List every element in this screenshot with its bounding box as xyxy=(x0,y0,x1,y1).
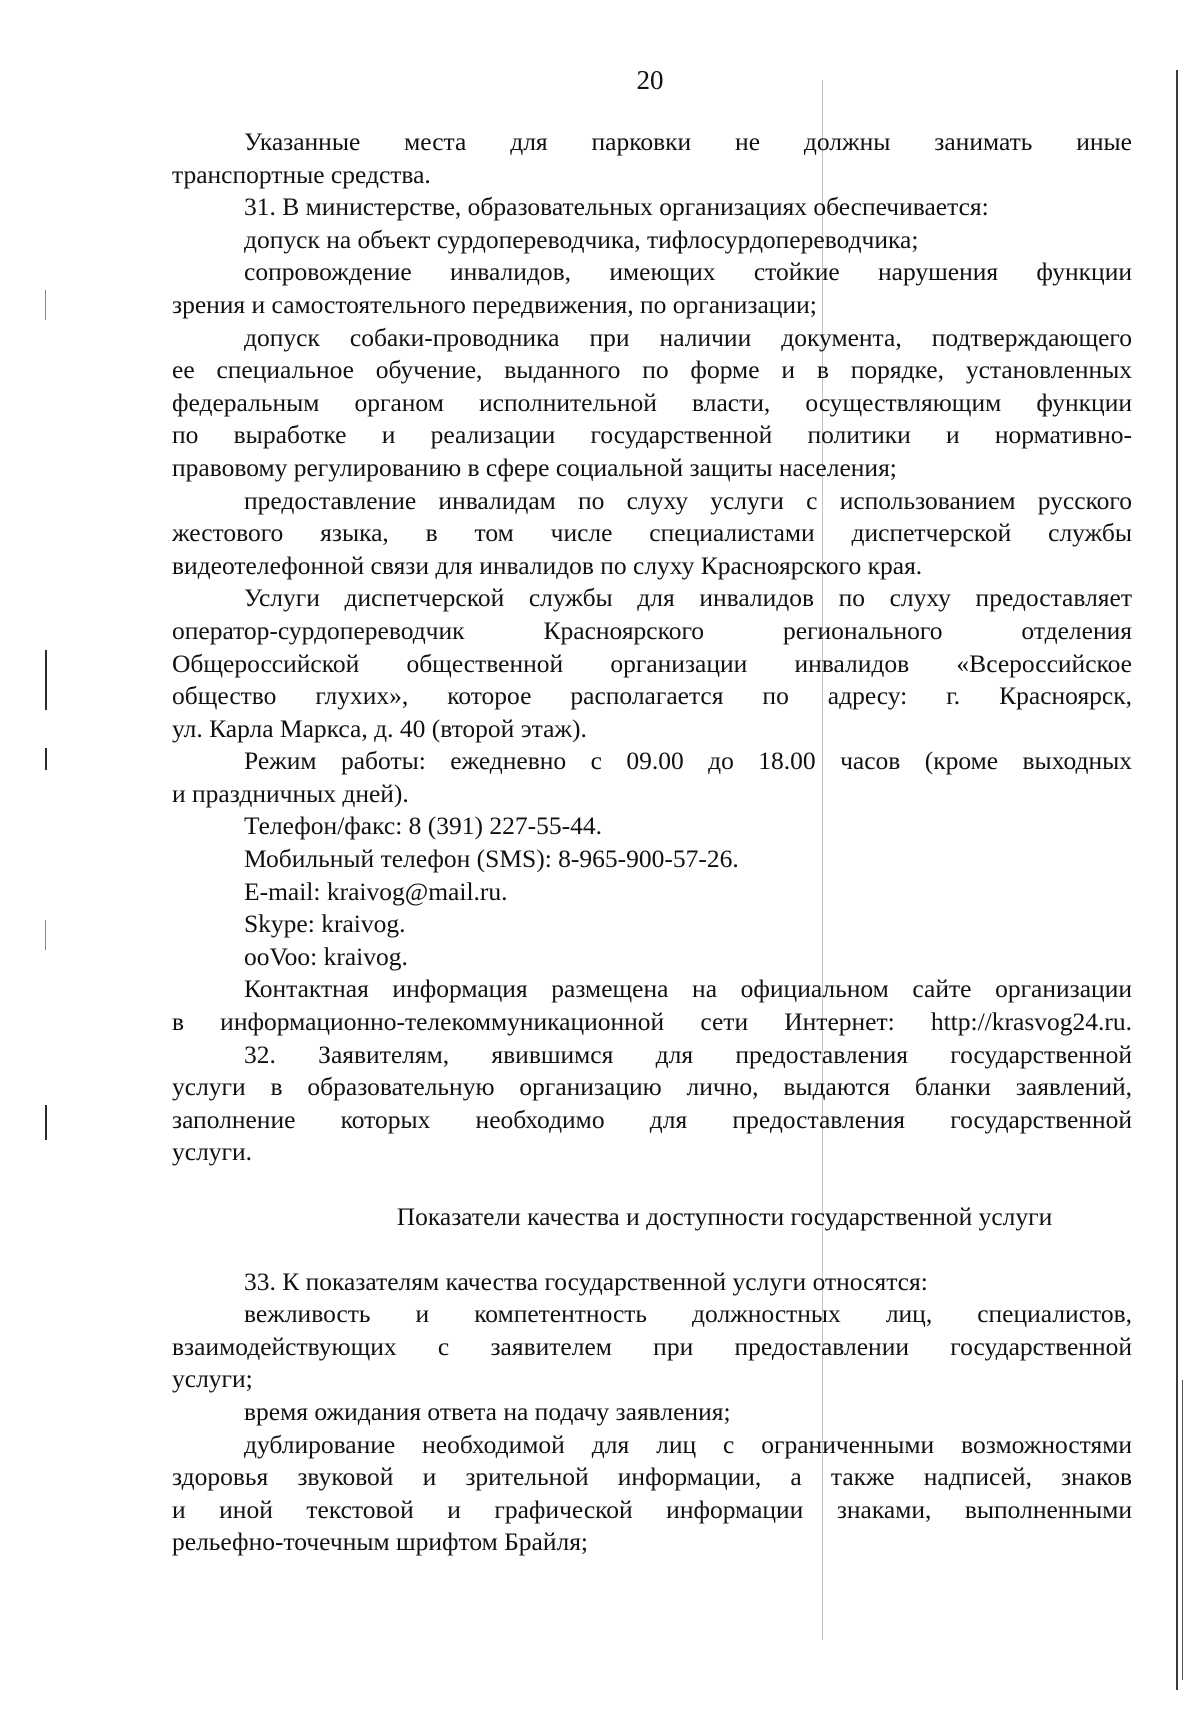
page-number: 20 xyxy=(636,65,664,95)
text-line: по выработке и реализации государственной политики и нормативно- xyxy=(172,420,1132,450)
text-line: E-mail: kraivog@mail.ru. xyxy=(244,876,508,906)
text-line: Мобильный телефон (SMS): 8-965-900-57-26. xyxy=(244,844,739,874)
text-line: вежливость и компетентность должностных лиц, специалистов, xyxy=(244,1299,1132,1329)
scan-left-mark xyxy=(45,290,46,320)
text-line: дублирование необходимой для лиц с ограниченными возможностями xyxy=(244,1429,1132,1459)
text-line: услуги. xyxy=(172,1137,253,1167)
text-line: Общероссийской общественной организации инвалидов «Всероссийское xyxy=(172,648,1132,678)
text-line: Услуги диспетчерской службы для инвалидов по слуху предоставляет xyxy=(244,583,1132,613)
text-line: жестового языка, в том числе специалистами диспетчерской службы xyxy=(172,518,1132,548)
text-line: рельефно-точечным шрифтом Брайля; xyxy=(172,1527,589,1557)
scan-left-mark xyxy=(45,650,47,710)
text-line: видеотелефонной связи для инвалидов по слуху Красноярского края. xyxy=(172,550,923,580)
scan-right-edge-line-2 xyxy=(1182,1380,1183,1680)
text-line: зрения и самостоятельного передвижения, по организации; xyxy=(172,289,817,319)
text-block-2 xyxy=(172,1266,1132,1559)
text-line: ее специальное обучение, выданного по форме и в порядке, установленных xyxy=(172,355,1132,385)
scan-left-mark xyxy=(45,1105,47,1140)
text-line: федеральным органом исполнительной власти, осуществляющим функции xyxy=(172,387,1132,417)
text-line: транспортные средства. xyxy=(172,159,431,189)
text-line: Телефон/факс: 8 (391) 227-55-44. xyxy=(244,811,602,841)
text-line: ул. Карла Маркса, д. 40 (второй этаж). xyxy=(172,713,587,743)
text-line: 31. В министерстве, образовательных организациях обеспечивается: xyxy=(244,192,989,222)
text-line: допуск на объект сурдопереводчика, тифлосурдопереводчика; xyxy=(244,224,919,254)
text-line: сопровождение инвалидов, имеющих стойкие нарушения функции xyxy=(244,257,1132,287)
text-line: услуги; xyxy=(172,1364,253,1394)
text-line: в информационно-телекоммуникационной сети Интернет: http://krasvog24.ru. xyxy=(172,1007,1132,1037)
scan-left-mark xyxy=(45,920,46,950)
text-line: услуги в образовательную организацию лично, выдаются бланки заявлений, xyxy=(172,1072,1132,1102)
text-line: 32. Заявителям, явившимся для предоставления государственной xyxy=(244,1039,1132,1069)
section-heading: Показатели качества и доступности государственной услуги xyxy=(396,1202,1053,1231)
text-line: правовому регулированию в сфере социальной защиты населения; xyxy=(172,452,897,482)
text-line: ooVoo: kraivog. xyxy=(244,941,408,971)
text-block-1 xyxy=(172,126,1132,1169)
text-line: 33. К показателям качества государственной услуги относятся: xyxy=(244,1266,928,1296)
text-line: и иной текстовой и графической информации знаками, выполненными xyxy=(172,1494,1132,1524)
text-line: общество глухих», которое располагается по адресу: г. Красноярск, xyxy=(172,681,1132,711)
text-line: оператор-сурдопереводчик Красноярского регионального отделения xyxy=(172,615,1132,645)
text-line: предоставление инвалидам по слуху услуги с использованием русского xyxy=(244,485,1132,515)
text-line: взаимодействующих с заявителем при предоставлении государственной xyxy=(172,1331,1132,1361)
text-line: и праздничных дней). xyxy=(172,778,409,808)
text-line: Режим работы: ежедневно с 09.00 до 18.00 часов (кроме выходных xyxy=(244,746,1132,776)
text-line: Контактная информация размещена на официальном сайте организации xyxy=(244,974,1132,1004)
text-line: Skype: kraivog. xyxy=(244,909,406,939)
text-line: Указанные места для парковки не должны занимать иные xyxy=(244,127,1132,156)
scan-left-mark xyxy=(45,748,47,770)
text-line: допуск собаки-проводника при наличии документа, подтверждающего xyxy=(244,322,1132,352)
text-line: время ожидания ответа на подачу заявления; xyxy=(244,1396,731,1426)
scan-right-edge-line xyxy=(1176,70,1178,1690)
text-line: заполнение которых необходимо для предоставления государственной xyxy=(172,1104,1132,1134)
text-line: здоровья звуковой и зрительной информации, а также надписей, знаков xyxy=(172,1462,1132,1492)
document-body xyxy=(172,126,1132,1559)
